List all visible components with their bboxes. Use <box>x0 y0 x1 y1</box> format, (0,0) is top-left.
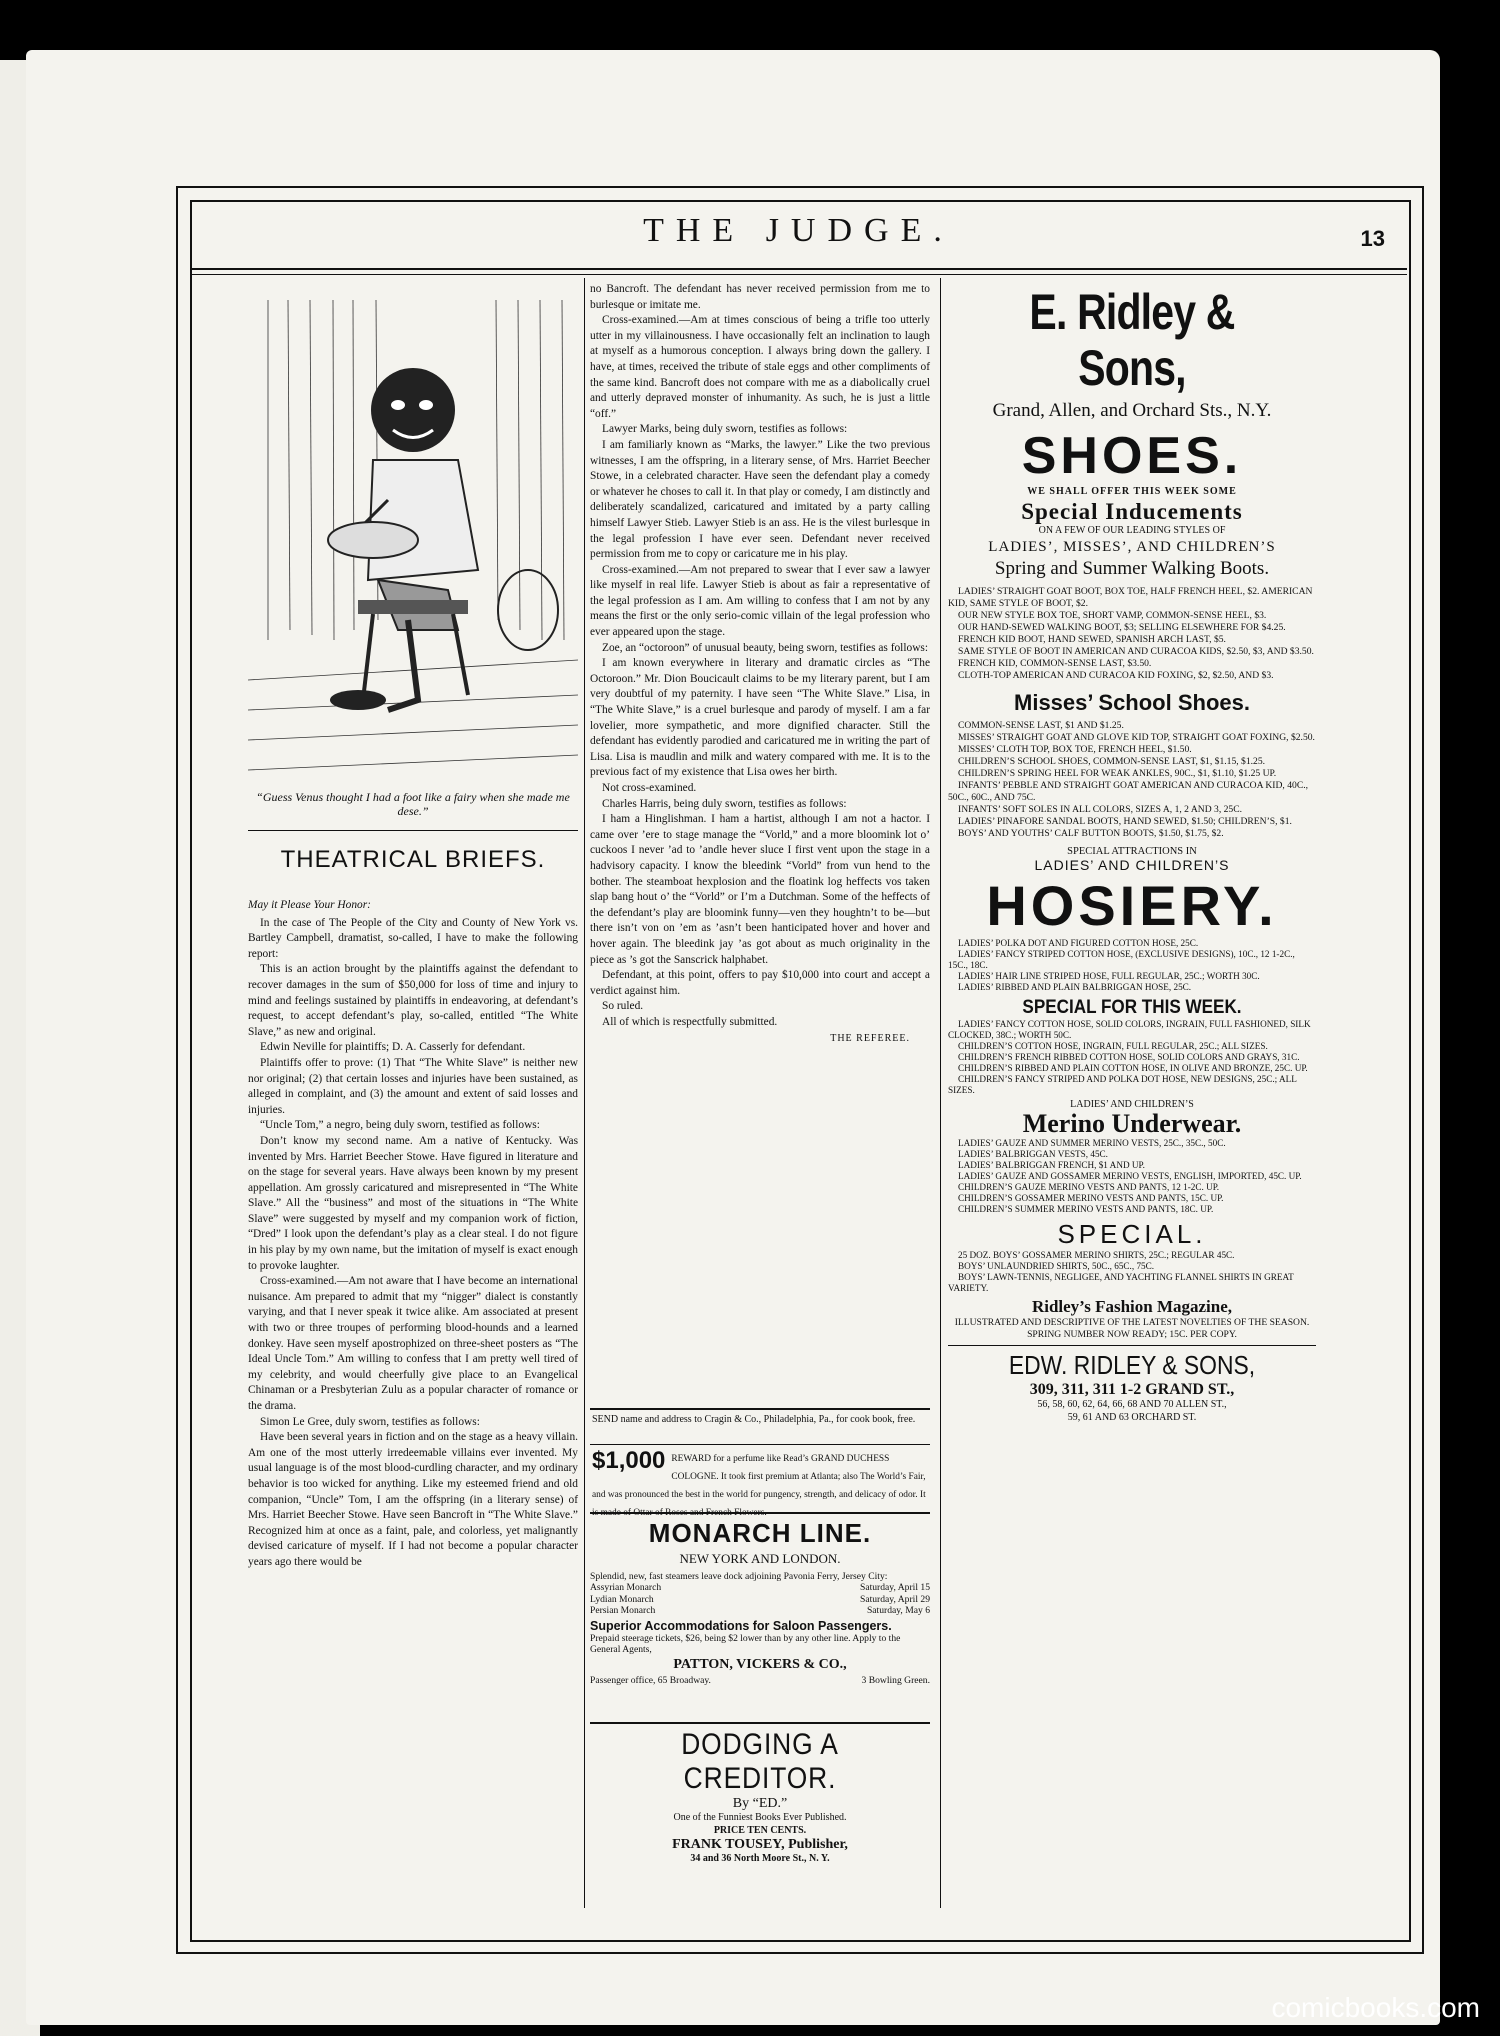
week-item: CHILDREN’S COTTON HOSE, INGRAIN, FULL REGULAR, 25C.; ALL SIZES. <box>958 1041 1268 1051</box>
paragraph: Cross-examined.—Am not prepared to swear that I ever saw a lawyer like myself in real life. Lawyer Stieb is about as fair a representative of the legal profession as I am. Am willing to confess that I am not by any means the first or the only serio-comic villain of the legal profession who ever appeared upon the stage. <box>590 563 930 639</box>
paragraph: I am known everywhere in literary and dramatic circles as “The Octoroon.” Mr. Dion Boucicault claims to be my literary parent, but I am very doubtful of my paternity. I have seen “The White Slave.” Lisa, in “The White Slave,” is a cruel burlesque and parody of myself. I am a far lovelier, more sympathetic, and more dignified character. Still the defendant has evidently parodied and caricatured me in writing the part of Lisa. Lisa is maudlin and milk and watery compared with me. It is to the previous fact of my existence that Lisa owes her birth. <box>590 657 930 779</box>
caption-rule <box>248 830 578 831</box>
paragraph: Zoe, an “octoroon” of unusual beauty, being sworn, testifies as follows: <box>602 641 929 654</box>
underwear-item: CHILDREN’S SUMMER MERINO VESTS AND PANTS, 18C. UP. <box>958 1204 1214 1214</box>
ladies-line: LADIES’, MISSES’, AND CHILDREN’S <box>988 539 1276 555</box>
paragraph: All of which is respectfully submitted. <box>602 1015 778 1028</box>
sailing-date: Saturday, April 29 <box>860 1593 930 1605</box>
underwear-item: LADIES’ GAUZE AND GOSSAMER MERINO VESTS, ENGLISH, IMPORTED, 45C. UP. <box>958 1171 1302 1181</box>
reward-text: REWARD for a perfume like Read’s GRAND DUCHESS COLOGNE. It took first premium at Atlanta; also The World’s Fair, and was pronounced the best in the world for pungency, strength, and delicacy of odor. It is made of Ottar of Roses and French Flowers. <box>592 1454 926 1518</box>
hosiery-item: LADIES’ RIBBED AND PLAIN BALBRIGGAN HOSE, 25C. <box>958 982 1192 992</box>
special-item: 25 DOZ. BOYS’ GOSSAMER MERINO SHIRTS, 25C.; REGULAR 45C. <box>958 1250 1235 1260</box>
creditor-by: By “ED.” <box>732 1796 788 1811</box>
cartoon-caption: “Guess Venus thought I had a foot like a fairy when she made me dese.” <box>256 790 570 818</box>
misses-item: CHILDREN’S SPRING HEEL FOR WEAK ANKLES, 90C., $1, $1.10, $1.25 UP. <box>958 768 1277 779</box>
paragraph: I am familiarly known as “Marks, the lawyer.” Like the two previous witnesses, I am the offspring, in a literary sense, of Mrs. Harriet Beecher Stowe, in a celebrated character. Have seen the defendant play a comedy or whatever he choses to call it. In that play or comedy, I am distinctly and deliberately scandalized, caricatured and imitated by a party calling himself Lawyer Stieb. Lawyer Stieb is an ass. He is the vilest burlesque in the legal profession I have ever seen. Defendant never received permission from me to copy or caricature me in his play. <box>590 438 930 561</box>
few-line: ON A FEW OF OUR LEADING STYLES OF <box>1038 525 1226 536</box>
firm-address: Grand, Allen, and Orchard Sts., N.Y. <box>992 400 1272 421</box>
sailing-date: Saturday, April 15 <box>860 1582 930 1594</box>
paragraph: no Bancroft. The defendant has never received permission from me to burlesque or imitate me. <box>590 283 930 311</box>
week-item: CHILDREN’S FANCY STRIPED AND POLKA DOT HOSE, NEW DESIGNS, 25C.; ALL SIZES. <box>948 1074 1297 1095</box>
hosiery-item: LADIES’ POLKA DOT AND FIGURED COTTON HOSE, 25C. <box>958 938 1199 948</box>
column-rule-2 <box>940 278 941 1908</box>
monarch-office <box>590 1675 930 1688</box>
misses-item: INFANTS’ SOFT SOLES IN ALL COLORS, SIZES A, 1, 2 AND 3, 25C. <box>958 804 1243 815</box>
misses-item: CHILDREN’S SCHOOL SHOES, COMMON-SENSE LAST, $1, $1.15, $1.25. <box>958 756 1266 767</box>
boot-item: OUR NEW STYLE BOX TOE, SHORT VAMP, COMMON-SENSE HEEL, $3. <box>958 610 1267 621</box>
monarch-sailing <box>590 1605 930 1616</box>
misses-item: BOYS’ AND YOUTHS’ CALF BUTTON BOOTS, $1.50, $1.75, $2. <box>958 828 1224 839</box>
reward-amount: $1,000 <box>592 1447 666 1474</box>
masthead-rule <box>190 268 1407 275</box>
boot-item: OUR HAND-SEWED WALKING BOOT, $3; SELLING ELSEWHERE FOR $4.25. <box>958 622 1286 633</box>
underwear-item: CHILDREN’S GAUZE MERINO VESTS AND PANTS, 12 1-2C. UP. <box>958 1182 1220 1192</box>
spring-boots: Spring and Summer Walking Boots. <box>994 558 1270 579</box>
creditor-title: DODGING A CREDITOR. <box>681 1728 839 1795</box>
monarch-intro: Splendid, new, fast steamers leave dock adjoining Pavonia Ferry, Jersey City: <box>590 1571 888 1582</box>
paragraph: “Uncle Tom,” a negro, being duly sworn, testified as follows: <box>260 1119 540 1132</box>
monarch-agents: PATTON, VICKERS & CO., <box>673 1657 847 1673</box>
underwear-list <box>948 1138 1316 1215</box>
paragraph: Don’t know my second name. Am a native of Kentucky. Was invented by Mrs. Harriet Beecher Stowe. Have figured in literature and on the stage for several years. Have always been known by my present appellation. Am grossly caricatured and misrepresented in “The White Slave.” All the “business” and most of the situations in “The White Slave” were suggested by myself and my companion work of fiction, “Dred” I look upon the defendant’s play as a clear steal. I do not figure in his play by my own name, but the imitation of myself is exact enough to provoke laughter. <box>248 1134 578 1272</box>
ad-rule <box>590 1722 930 1724</box>
paragraph: Simon Le Gree, duly sworn, testifies as follows: <box>260 1415 480 1428</box>
monarch-subtitle: NEW YORK AND LONDON. <box>679 1551 841 1566</box>
monarch-sailing <box>590 1582 930 1593</box>
ridley-advertisement <box>948 284 1316 1424</box>
week-list <box>948 1019 1316 1096</box>
firm-name: E. Ridley & Sons, <box>1029 284 1235 396</box>
underwear-item: CHILDREN’S GOSSAMER MERINO VESTS AND PANTS, 15C. UP. <box>958 1193 1224 1203</box>
paragraph: Edwin Neville for plaintiffs; D. A. Casserly for defendant. <box>260 1041 526 1054</box>
special-list <box>948 1250 1316 1294</box>
special-attractions: SPECIAL ATTRACTIONS IN <box>1067 846 1197 857</box>
signature: THE REFEREE. <box>830 1032 910 1044</box>
boot-item: SAME STYLE OF BOOT IN AMERICAN AND CURACOA KIDS, $2.50, $3, AND $3.50. <box>958 646 1314 657</box>
spring-number: SPRING NUMBER NOW READY; 15C. PER COPY. <box>1027 1329 1237 1340</box>
paragraph: Have been several years in fiction and on the stage as a heavy villain. Am one of the most utterly irredeemable villains ever invented. My usual language is of the most blood-curdling character, and my ordinary behavior is too wicked for anything. Like my esteemed friend and old companion, “Uncle” Tom, I am the offspring (in a literary sense) of Mrs. Harriet Beecher Stowe. Have seen Bancroft in “The White Slave.” Recognized him at once as a faint, pale, and colorless, yet malignantly devised caricature of myself. If I had not become a popular character years ago there would be <box>248 1431 578 1568</box>
boot-item: LADIES’ STRAIGHT GOAT BOOT, BOX TOE, HALF FRENCH HEEL, $2. AMERICAN KID, SAME STYLE OF BOOT, $2. <box>948 586 1313 609</box>
week-item: LADIES’ FANCY COTTON HOSE, SOLID COLORS, INGRAIN, FULL FASHIONED, SILK CLOCKED, 38C.; WORTH 50C. <box>948 1019 1311 1040</box>
misses-item: COMMON-SENSE LAST, $1 AND $1.25. <box>958 720 1124 731</box>
hosiery-list <box>948 938 1316 993</box>
underwear-item: LADIES’ GAUZE AND SUMMER MERINO VESTS, 25C., 35C., 50C. <box>958 1138 1226 1148</box>
ad-reward <box>592 1448 928 1520</box>
special-item: BOYS’ UNLAUNDRIED SHIRTS, 50C., 65C., 75C. <box>958 1261 1155 1271</box>
ad-rule <box>590 1408 930 1410</box>
cartoon-illustration <box>248 300 578 780</box>
footer-firm: EDW. RIDLEY & SONS, <box>1008 1350 1256 1380</box>
special-heading: SPECIAL. <box>1057 1219 1207 1249</box>
misses-item: INFANTS’ PEBBLE AND STRAIGHT GOAT AMERICAN AND CURACOA KID, 40C., 50C., 60C., AND 75C. <box>948 780 1309 803</box>
creditor-address: 34 and 36 North Moore St., N. Y. <box>690 1853 830 1864</box>
week-item: CHILDREN’S FRENCH RIBBED COTTON HOSE, SOLID COLORS AND GRAYS, 31C. <box>958 1052 1300 1062</box>
misses-title: Misses’ School Shoes. <box>1014 690 1250 715</box>
footer-address-3: 59, 61 AND 63 ORCHARD ST. <box>1067 1411 1197 1423</box>
paragraph: Lawyer Marks, being duly sworn, testifies as follows: <box>602 423 848 436</box>
sailing-date: Saturday, May 6 <box>866 1605 930 1617</box>
underwear-item: LADIES’ BALBRIGGAN FRENCH, $1 AND UP. <box>958 1160 1145 1170</box>
boot-item: CLOTH-TOP AMERICAN AND CURACOA KID FOXING, $2, $2.50, AND $3. <box>958 670 1274 681</box>
boot-list <box>948 586 1316 682</box>
testimony-text <box>590 282 930 1046</box>
monarch-headline: Superior Accommodations for Saloon Passengers. <box>590 1618 892 1633</box>
footer-address: 309, 311, 311 1-2 GRAND ST., <box>1029 1381 1235 1398</box>
hosiery-heading: HOSIERY. <box>986 874 1278 937</box>
offer-line: WE SHALL OFFER THIS WEEK SOME <box>1027 486 1237 497</box>
office-address-2: 3 Bowling Green. <box>861 1675 930 1687</box>
creditor-publisher: FRANK TOUSEY, Publisher, <box>672 1837 848 1852</box>
paragraph: Not cross-examined. <box>602 782 697 794</box>
underwear-heading: Merino Underwear. <box>1022 1109 1242 1138</box>
misses-list <box>948 720 1316 840</box>
hosiery-item: LADIES’ HAIR LINE STRIPED HOSE, FULL REGULAR, 25C.; WORTH 30C. <box>958 971 1260 981</box>
office-address: Passenger office, 65 Broadway. <box>590 1675 711 1687</box>
monarch-prepaid: Prepaid steerage tickets, $26, being $2 lower than by any other line. Apply to the General Agents, <box>590 1632 901 1656</box>
page-number: 13 <box>1360 226 1385 251</box>
masthead <box>190 206 1407 268</box>
special-inducements: Special Inducements <box>1021 499 1243 524</box>
salutation: May it Please Your Honor: <box>248 899 371 911</box>
misses-item: MISSES’ STRAIGHT GOAT AND GLOVE KID TOP, STRAIGHT GOAT FOXING, $2.50. <box>958 732 1315 743</box>
magazine-desc: ILLUSTRATED AND DESCRIPTIVE OF THE LATEST NOVELTIES OF THE SEASON. <box>954 1317 1310 1328</box>
misses-item: MISSES’ CLOTH TOP, BOX TOE, FRENCH HEEL, $1.50. <box>958 744 1192 755</box>
creditor-desc: One of the Funniest Books Ever Published. <box>673 1812 847 1823</box>
fashion-magazine: Ridley’s Fashion Magazine, <box>1031 1297 1233 1316</box>
ship-name: Lydian Monarch <box>590 1593 654 1605</box>
boot-item: FRENCH KID BOOT, HAND SEWED, SPANISH ARCH LAST, $5. <box>958 634 1226 645</box>
ad-rule <box>590 1444 930 1445</box>
theatrical-briefs-text <box>248 898 578 1571</box>
boot-item: FRENCH KID, COMMON-SENSE LAST, $3.50. <box>958 658 1152 669</box>
paragraph: Plaintiffs offer to prove: (1) That “The White Slave” is neither new nor original; (2) that certain losses and injuries have been sustained, as alleged in complaint, and (3) the amount and extent of said losses and injuries. <box>248 1056 578 1116</box>
paragraph: So ruled. <box>602 1000 644 1013</box>
misses-item: LADIES’ PINAFORE SANDAL BOOTS, HAND SEWED, $1.50; CHILDREN’S, $1. <box>958 816 1292 827</box>
ad-dodging-creditor <box>590 1728 930 1866</box>
ad-cragin: SEND name and address to Cragin & Co., Philadelphia, Pa., for cook book, free. <box>592 1414 916 1425</box>
underwear-item: LADIES’ BALBRIGGAN VESTS, 45C. <box>958 1149 1108 1159</box>
paragraph: I ham a Hinglishman. I ham a hartist, although I am not a hactor. I came over ’ere to stage manage the “Vorld,” and a more bloomink lot o’ cuckoos I never ’ad to ’andle hever sluce I first vent upon the stage in a hadvisory capacity. I know the bleedink “Vorld” from vun hend to the bother. The steamboat hexplosion and the floatink log heffects vos taken slap bang hout o’ the “Vorld” or I’m a Dutchman. Some of the heffects of the defendant’s play are bloomink funny—ven they houghtn’t to be—but there isn’t von on ’em as ’asn’t been hanticipated hover and hover and hover again. The bleedink jay ’as got about as much originality in the piece as ’s got the Sanscrick halphabet. <box>590 813 930 966</box>
ad-monarch-line <box>590 1518 930 1688</box>
ship-name: Persian Monarch <box>590 1605 656 1617</box>
paragraph: Defendant, at this point, offers to pay $10,000 into court and accept a verdict against him. <box>590 969 930 997</box>
paragraph: Cross-examined.—Am at times conscious of being a trifle too utterly utter in my villainousness. I have occasionally felt an inclination to laugh at myself as a humorous conception. I always bring down the gallery. I have, at times, received the tribute of stale eggs and other compliments of the same kind. Bancroft does not compare with me as a diabolically cruel and utterly depraved monster of inhumanity. As such, he is just a little “off.” <box>590 314 930 420</box>
ship-name: Assyrian Monarch <box>590 1582 662 1594</box>
watermark: comicbooks.com <box>1271 1992 1480 2023</box>
monarch-sailing <box>590 1594 930 1605</box>
special-item: BOYS’ LAWN-TENNIS, NEGLIGEE, AND YACHTING FLANNEL SHIRTS IN GREAT VARIETY. <box>948 1272 1294 1293</box>
footer-rule <box>948 1345 1316 1346</box>
column-rule-1 <box>584 278 585 1908</box>
shoes-heading: SHOES. <box>1021 427 1243 485</box>
underwear-pre: LADIES’ AND CHILDREN’S <box>1070 1099 1194 1110</box>
publication-title: THE JUDGE. <box>643 212 954 249</box>
monarch-title: MONARCH LINE. <box>648 1518 872 1548</box>
section-title: THEATRICAL BRIEFS. <box>280 846 546 873</box>
this-week-heading: SPECIAL FOR THIS WEEK. <box>1022 997 1242 1018</box>
creditor-price: PRICE TEN CENTS. <box>713 1824 807 1836</box>
paragraph: Charles Harris, being duly sworn, testifies as follows: <box>602 797 847 810</box>
paragraph: In the case of The People of the City and County of New York vs. Bartley Campbell, dramatist, so-called, I have to make the following report: <box>248 916 578 960</box>
hosiery-item: LADIES’ FANCY STRIPED COTTON HOSE, (EXCLUSIVE DESIGNS), 10C., 12 1-2C., 15C., 18C. <box>948 949 1295 970</box>
footer-address-2: 56, 58, 60, 62, 64, 66, 68 AND 70 ALLEN ST., <box>1037 1399 1227 1410</box>
paragraph: Cross-examined.—Am not aware that I have become an international nuisance. Am prepared to admit that my “nigger” dialect is constantly varying, and that I never speak it twice alike. Am associated at present with two or three troupes of performing blood-hounds and a learned donkey. Have seen myself apostrophized on three-sheet posters as “The Ideal Uncle Tom.” Am willing to confess that I am pretty well tired of my celebrity, and would cheerfully give place to an Evangelical Chinaman or a Presbyterian Zulu as a popular character of romance or the drama. <box>248 1275 578 1412</box>
week-item: CHILDREN’S RIBBED AND PLAIN COTTON HOSE, IN OLIVE AND BRONZE, 25C. UP. <box>958 1063 1308 1073</box>
paragraph: This is an action brought by the plaintiffs against the defendant to recover damages in the sum of $50,000 for loss of time and injury to mind and feelings sustained by plaintiffs in endeavoring, at defendant’s request, to accept defendant’s play, so-called, entitled “The White Slave,” as new and original. <box>248 963 578 1038</box>
ad-rule <box>590 1512 930 1514</box>
ladies-children: LADIES’ AND CHILDREN’S <box>1034 857 1230 873</box>
